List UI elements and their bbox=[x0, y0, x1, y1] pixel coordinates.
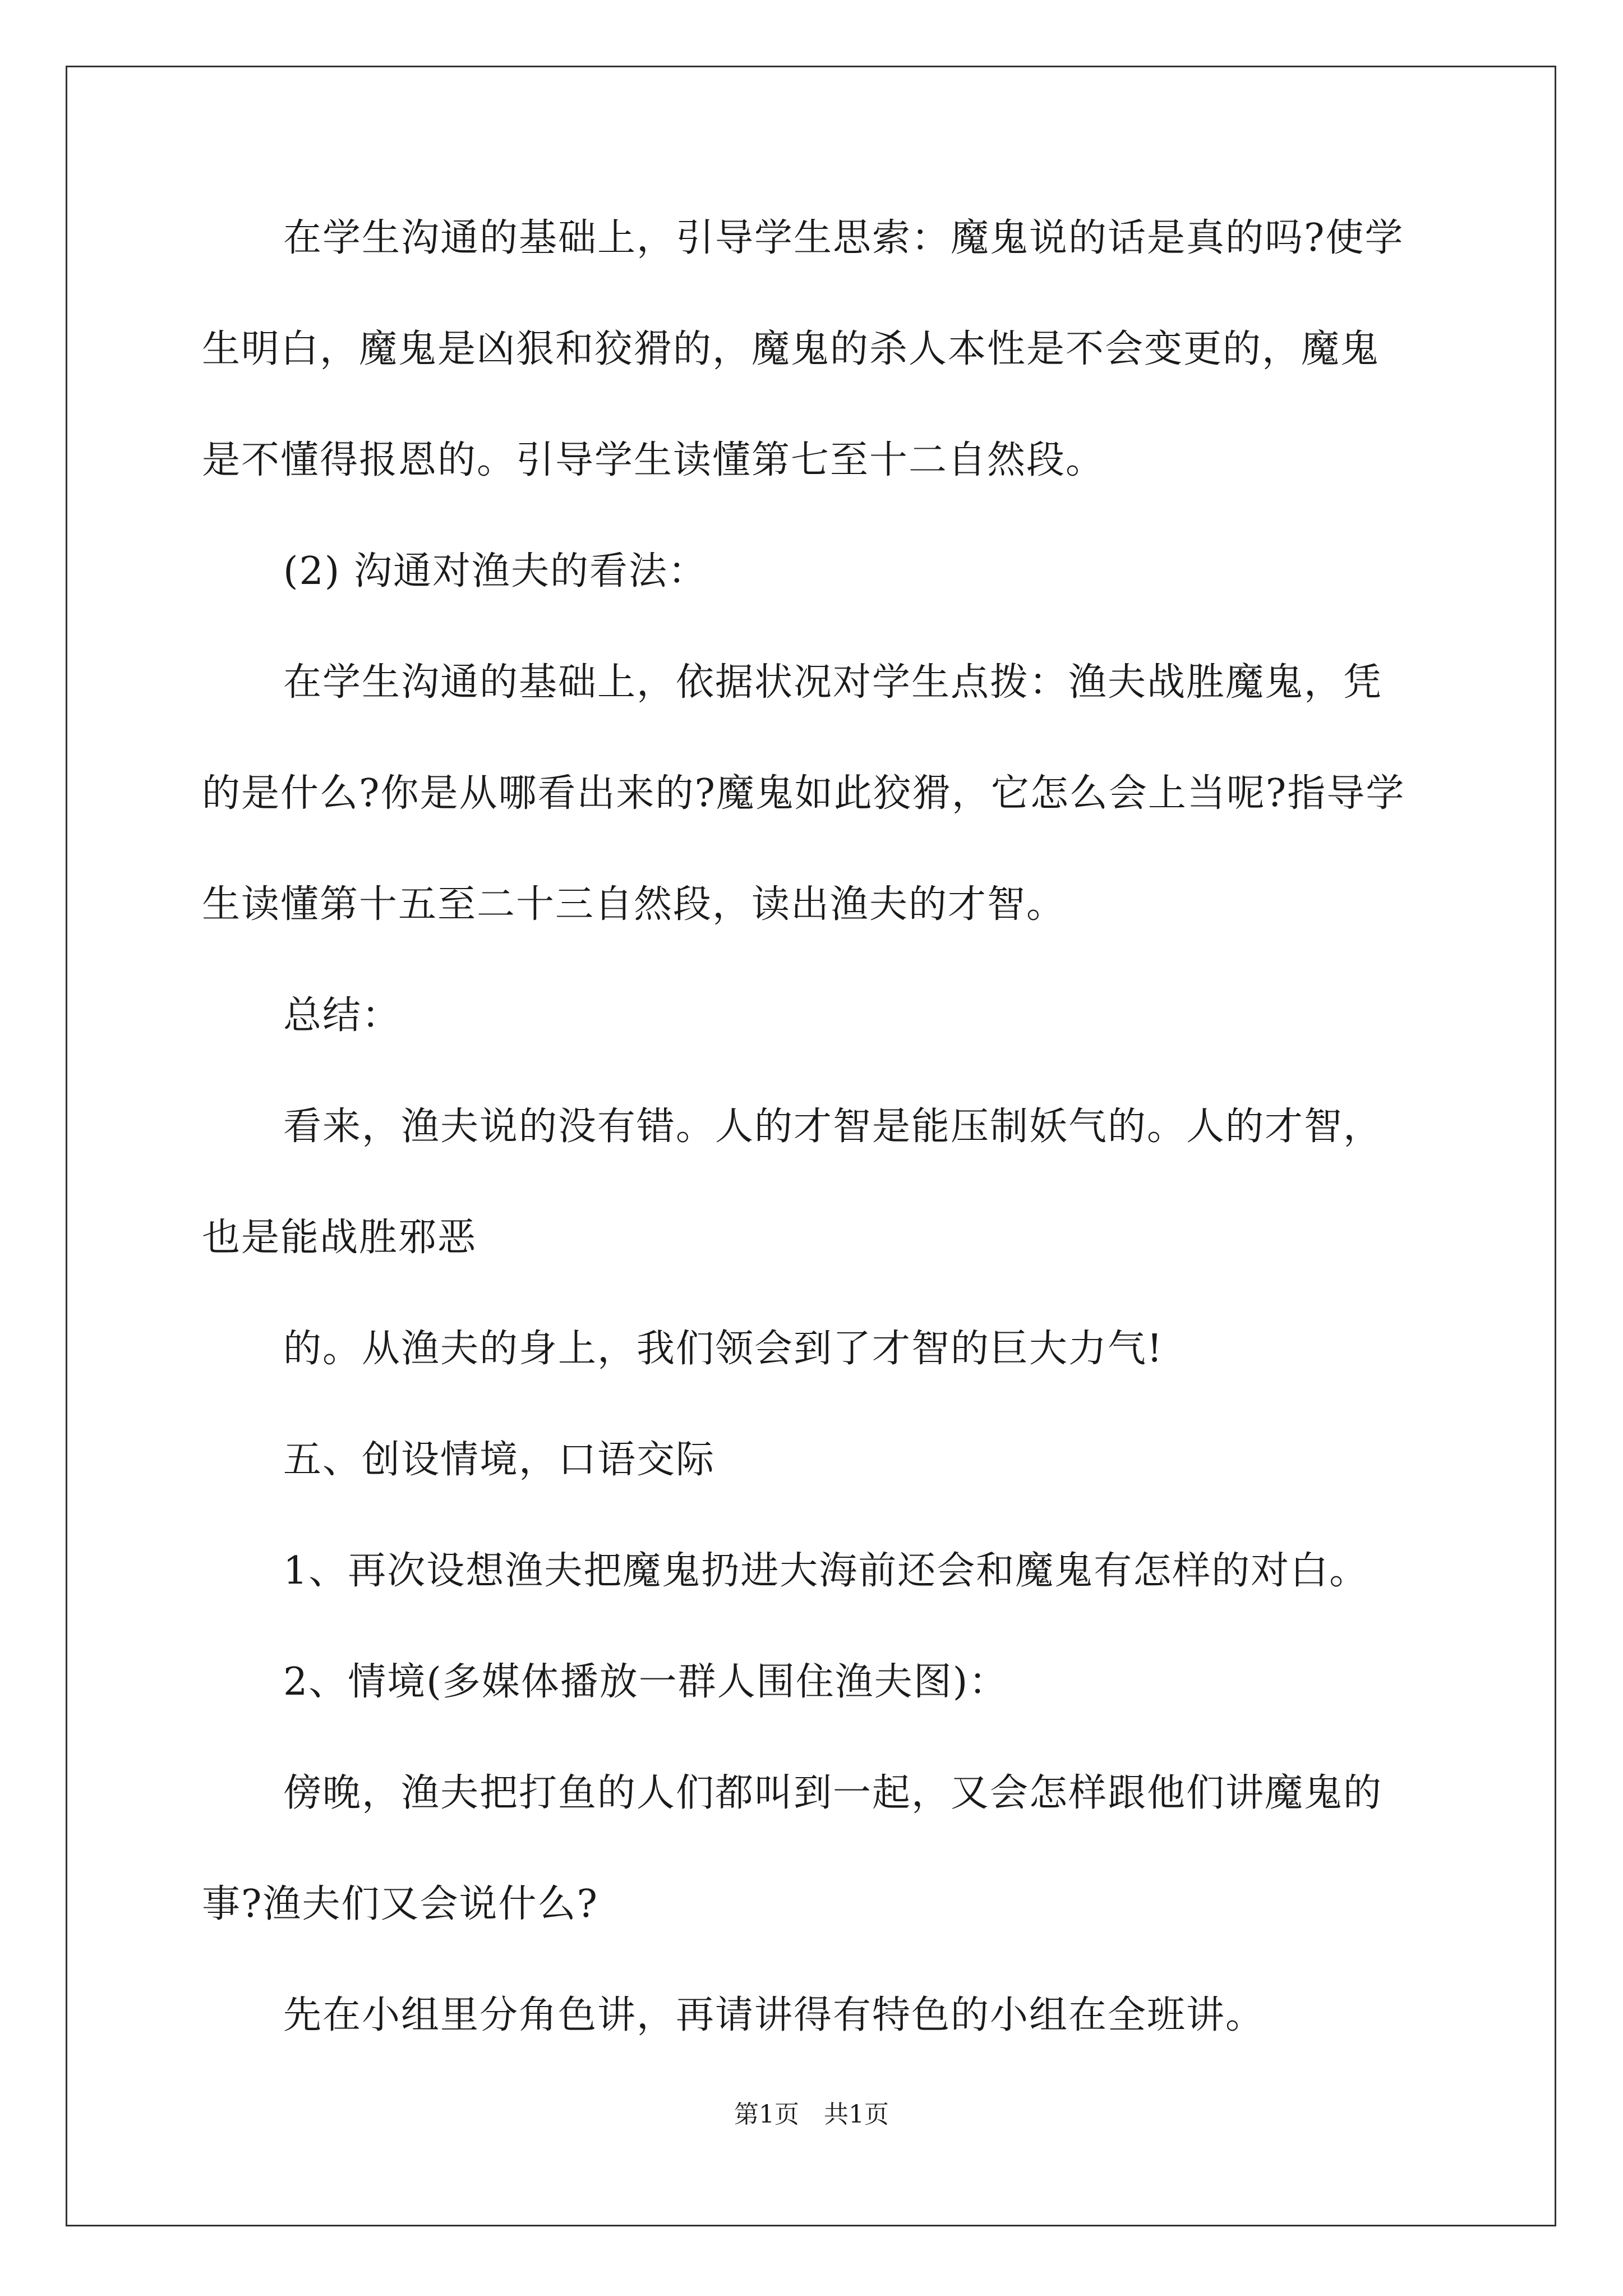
text-line: 2、情境(多媒体播放一群人围住渔夫图)： bbox=[283, 1660, 1008, 1704]
text-line: 总结： bbox=[283, 993, 402, 1038]
text-line: 先在小组里分角色讲，再请讲得有特色的小组在全班讲。 bbox=[283, 1993, 1265, 2037]
text-line: 1、再次设想渔夫把魔鬼扔进大海前还会和魔鬼有怎样的对白。 bbox=[283, 1549, 1369, 1593]
text-line: (2) 沟通对渔夫的看法： bbox=[283, 549, 707, 593]
text-line: 是不懂得报恩的。引导学生读懂第七至十二自然段。 bbox=[202, 438, 1105, 482]
text-line: 的。从渔夫的身上，我们领会到了才智的巨大力气! bbox=[283, 1327, 1164, 1371]
text-line: 生明白，魔鬼是凶狠和狡猾的，魔鬼的杀人本性是不会变更的，魔鬼 bbox=[202, 327, 1380, 371]
text-line: 在学生沟通的基础上，引导学生思索：魔鬼说的话是真的吗?使学 bbox=[283, 216, 1404, 260]
text-line: 在学生沟通的基础上，依据状况对学生点拨：渔夫战胜魔鬼，凭 bbox=[283, 660, 1383, 705]
text-line: 也是能战胜邪恶 bbox=[202, 1216, 477, 1260]
text-line: 看来，渔夫说的没有错。人的才智是能压制妖气的。人的才智， bbox=[283, 1105, 1383, 1149]
text-line: 傍晚，渔夫把打鱼的人们都叫到一起，又会怎样跟他们讲魔鬼的 bbox=[283, 1771, 1383, 1815]
text-line: 生读懂第十五至二十三自然段，读出渔夫的才智。 bbox=[202, 882, 1066, 927]
text-line: 的是什么?你是从哪看出来的?魔鬼如此狡猾，它怎么会上当呢?指导学 bbox=[202, 771, 1405, 816]
text-line: 事?渔夫们又会说什么? bbox=[202, 1882, 598, 1926]
page-footer: 第1页 共1页 bbox=[734, 2100, 889, 2129]
section-heading: 五、创设情境，口语交际 bbox=[283, 1438, 716, 1482]
